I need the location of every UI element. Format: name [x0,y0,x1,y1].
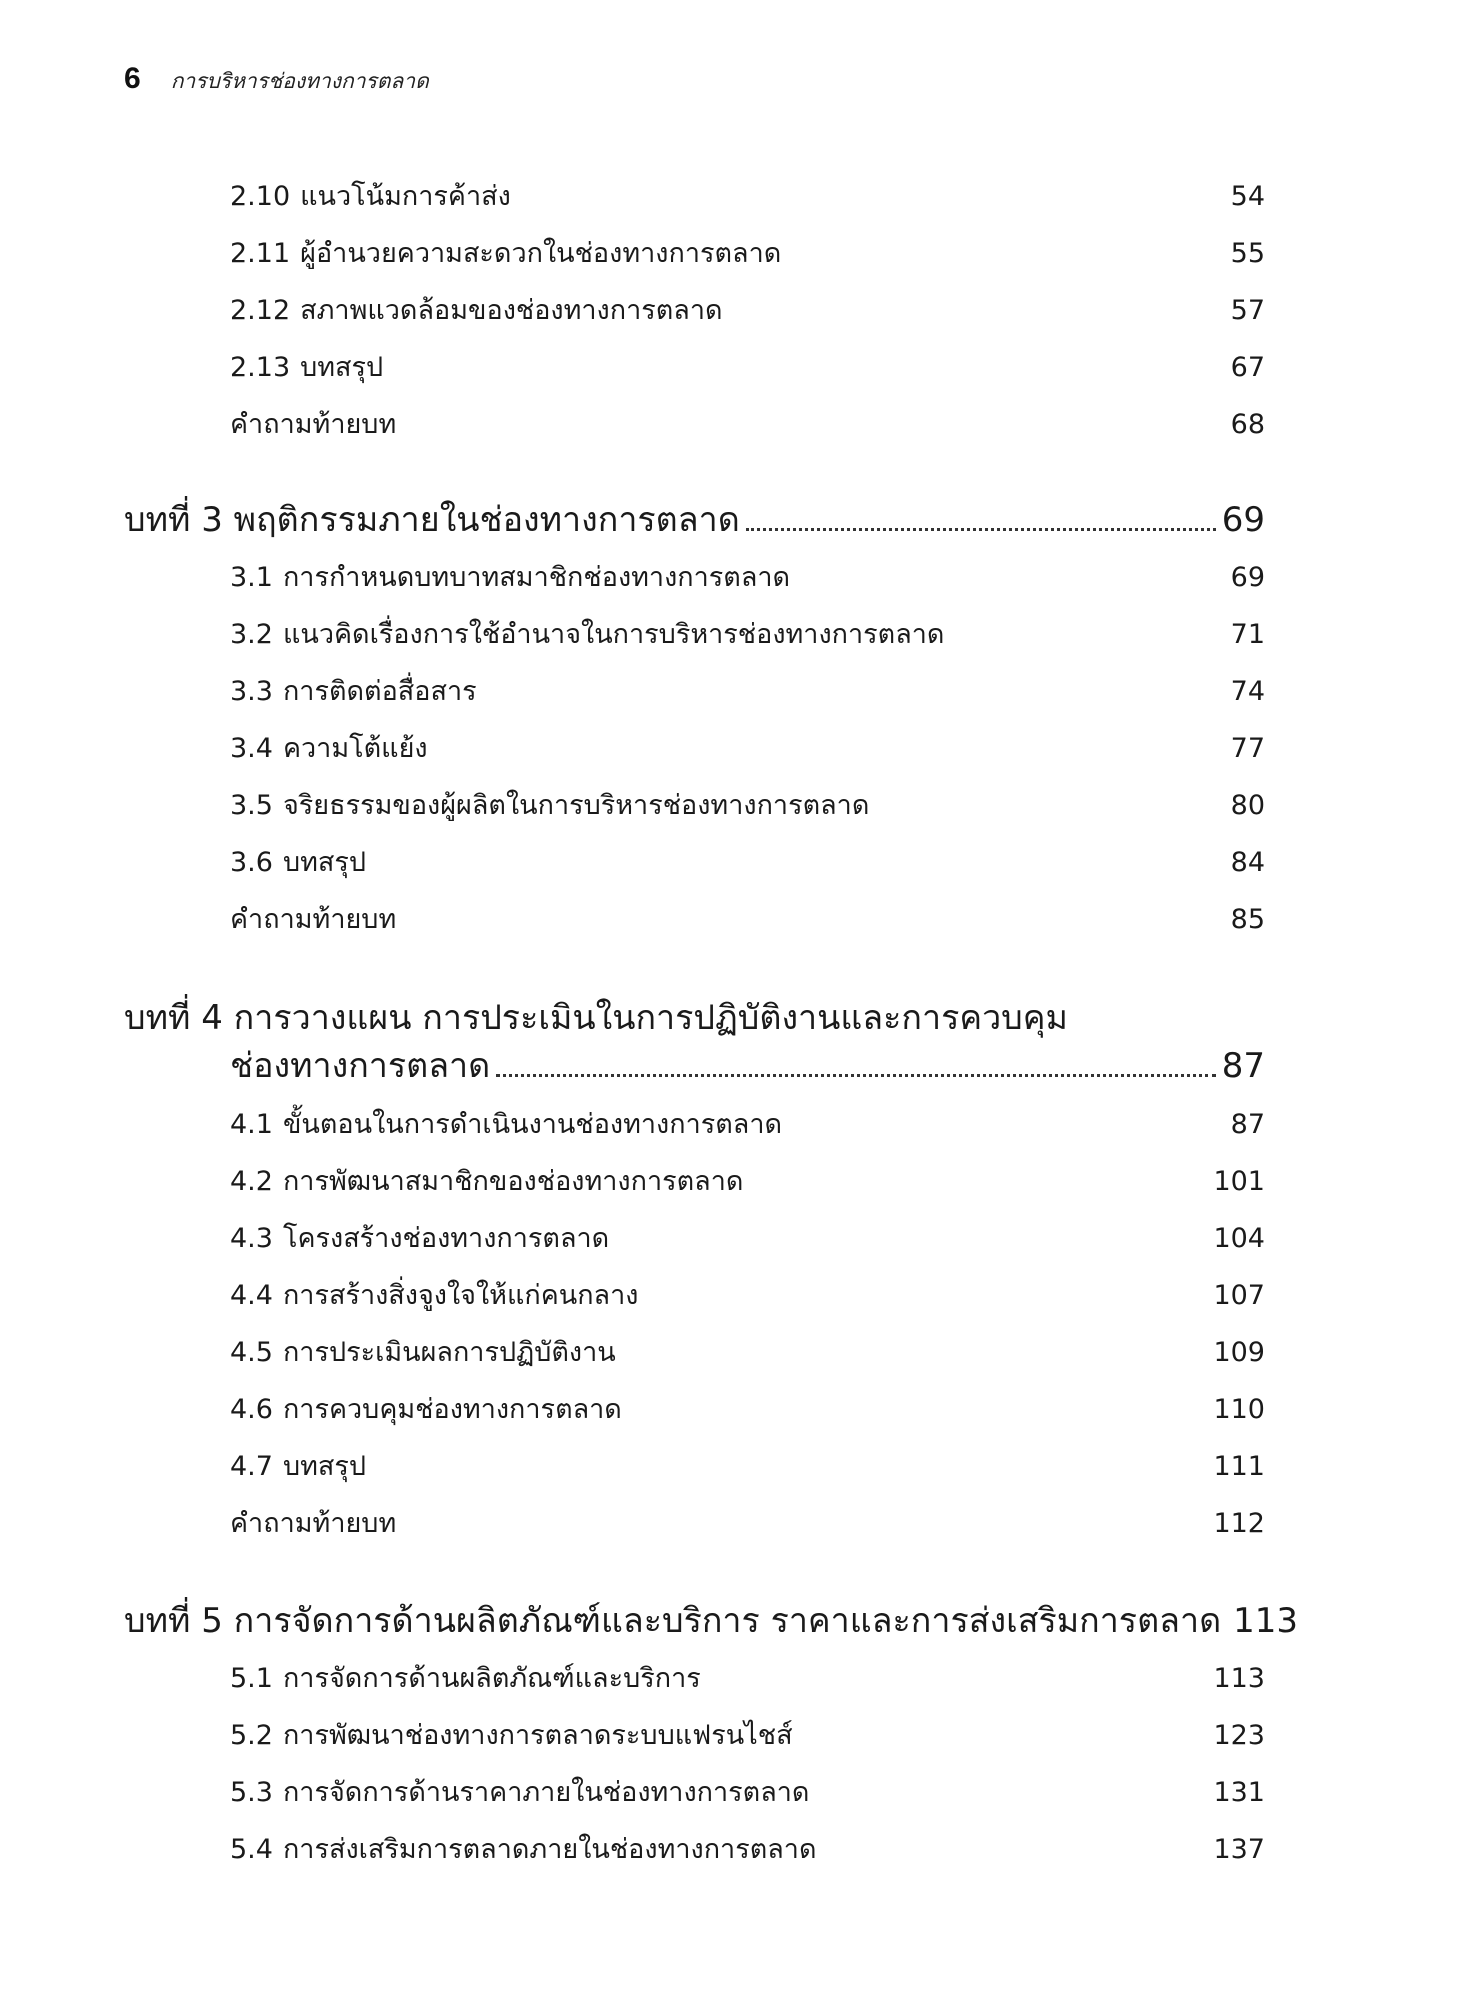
toc-item-title: บทสรุป [282,1451,367,1482]
toc-item-title: การจัดการด้านราคาภายในช่องทางการตลาด [282,1777,810,1808]
toc-item [230,348,1265,388]
toc-item-number: 3.1 [230,562,273,593]
toc-item-page: 111 [1213,1451,1265,1482]
toc-item [230,1773,1265,1813]
toc-item-title: การประเมินผลการปฏิบัติงาน [282,1337,616,1368]
toc-item [230,1276,1265,1316]
toc-item [230,1219,1265,1259]
toc-item-page: 67 [1230,352,1265,383]
toc-item-title: คำถามท้ายบท [230,409,397,440]
toc-item-number: 4.7 [230,1451,273,1482]
toc-item-title: การจัดการด้านผลิตภัณฑ์และบริการ [282,1663,701,1694]
toc-item-number: 5.2 [230,1720,273,1751]
toc-item-page: 109 [1213,1337,1265,1368]
chapter-page: 113 [1233,1601,1299,1641]
toc-item-page: 85 [1230,904,1265,935]
chapter-page: 69 [1221,500,1265,540]
toc-item-number: 3.3 [230,676,273,707]
toc-item [230,291,1265,331]
toc-item [230,1830,1265,1870]
chapter-title: การจัดการด้านผลิตภัณฑ์และบริการ ราคาและการส่งเสริมการตลาด [233,1601,1222,1641]
toc-item-number: 4.2 [230,1166,273,1197]
toc-item [230,1447,1265,1487]
toc-item [230,843,1265,883]
chapter-page: 87 [1221,1046,1265,1086]
chapter-label: บทที่ 4 [124,998,223,1038]
toc-item-page: 113 [1213,1663,1265,1694]
toc-item [230,234,1265,274]
toc-item [230,1716,1265,1756]
toc-item-number: 5.4 [230,1834,273,1865]
toc-item-number: 2.10 [230,181,291,212]
toc-item-number: 2.11 [230,238,291,269]
toc-item-title: การติดต่อสื่อสาร [282,676,477,707]
toc-item [230,1162,1265,1202]
toc-item [230,405,1265,445]
toc-item-number: 4.5 [230,1337,273,1368]
toc-item [230,1659,1265,1699]
toc-item-title: บทสรุป [282,847,367,878]
toc-item-number: 3.2 [230,619,273,650]
chapter-label: บทที่ 3 [124,500,223,540]
chapter-heading-3 [124,496,1265,544]
toc-item-page: 74 [1230,676,1265,707]
toc-item [230,177,1265,217]
toc-item-title: การกำหนดบทบาทสมาชิกช่องทางการตลาด [282,562,791,593]
toc-item-number: 2.12 [230,295,291,326]
chapter-heading-4 [124,994,1265,1090]
toc-item-title: บทสรุป [300,352,384,383]
toc-item-title: การสร้างสิ่งจูงใจให้แก่คนกลาง [282,1280,639,1311]
toc-item-page: 137 [1213,1834,1265,1865]
toc-item-title: การควบคุมช่องทางการตลาด [282,1394,622,1425]
toc-item-title: ความโต้แย้ง [282,733,428,764]
page-header [124,62,429,98]
dot-leader [496,1073,1216,1077]
toc-item-number: 5.1 [230,1663,273,1694]
toc-item [230,558,1265,598]
toc-item-page: 87 [1230,1109,1265,1140]
chapter-title-continued: ช่องทางการตลาด [230,1046,491,1086]
toc-item-page: 123 [1213,1720,1265,1751]
toc-item [230,1333,1265,1373]
toc-item-title: การพัฒนาช่องทางการตลาดระบบแฟรนไชส์ [282,1720,793,1751]
toc-item [230,615,1265,655]
toc-item-page: 77 [1230,733,1265,764]
toc-item-title: จริยธรรมของผู้ผลิตในการบริหารช่องทางการตลาด [282,790,870,821]
toc-item [230,672,1265,712]
running-title: การบริหารช่องทางการตลาด [170,69,429,93]
chapter-title: การวางแผน การประเมินในการปฏิบัติงานและการควบคุม [233,998,1068,1038]
toc-item-number: 3.5 [230,790,273,821]
toc-item-page: 107 [1213,1280,1265,1311]
toc-item-page: 55 [1230,238,1265,269]
toc-item-title: แนวโน้มการค้าส่ง [300,181,511,212]
toc-item-title: โครงสร้างช่องทางการตลาด [282,1223,610,1254]
toc-item-number: 4.1 [230,1109,273,1140]
toc-item-page: 131 [1213,1777,1265,1808]
toc-item-page: 84 [1230,847,1265,878]
chapter-label: บทที่ 5 [124,1601,223,1641]
toc-item [230,1504,1265,1544]
toc-item [230,1390,1265,1430]
page-number: 6 [124,62,141,95]
toc-item-title: คำถามท้ายบท [230,1508,397,1539]
toc-item-page: 104 [1213,1223,1265,1254]
toc-item-number: 3.4 [230,733,273,764]
chapter-heading-5 [124,1597,1299,1645]
toc-item-page: 112 [1213,1508,1265,1539]
toc-item-number: 4.6 [230,1394,273,1425]
toc-item [230,900,1265,940]
toc-item-page: 68 [1230,409,1265,440]
toc-item-title: คำถามท้ายบท [230,904,397,935]
toc-item-number: 5.3 [230,1777,273,1808]
toc-item-page: 57 [1230,295,1265,326]
toc-item-number: 4.3 [230,1223,273,1254]
toc-item-page: 101 [1213,1166,1265,1197]
toc-item-title: แนวคิดเรื่องการใช้อำนาจในการบริหารช่องทางการตลาด [282,619,945,650]
toc-item-page: 110 [1213,1394,1265,1425]
toc-item-title: ผู้อำนวยความสะดวกในช่องทางการตลาด [300,238,782,269]
toc-item-page: 80 [1230,790,1265,821]
toc-item [230,786,1265,826]
toc-item-title: การพัฒนาสมาชิกของช่องทางการตลาด [282,1166,744,1197]
toc-item-number: 4.4 [230,1280,273,1311]
toc-item-page: 71 [1230,619,1265,650]
toc-item-title: ขั้นตอนในการดำเนินงานช่องทางการตลาด [282,1109,783,1140]
toc-item-number: 3.6 [230,847,273,878]
toc-item [230,729,1265,769]
toc-item-page: 54 [1230,181,1265,212]
toc-item-page: 69 [1230,562,1265,593]
toc-item [230,1105,1265,1145]
toc-item-number: 2.13 [230,352,291,383]
dot-leader [746,527,1216,531]
toc-item-title: การส่งเสริมการตลาดภายในช่องทางการตลาด [282,1834,817,1865]
chapter-title: พฤติกรรมภายในช่องทางการตลาด [233,500,740,540]
toc-item-title: สภาพแวดล้อมของช่องทางการตลาด [300,295,723,326]
